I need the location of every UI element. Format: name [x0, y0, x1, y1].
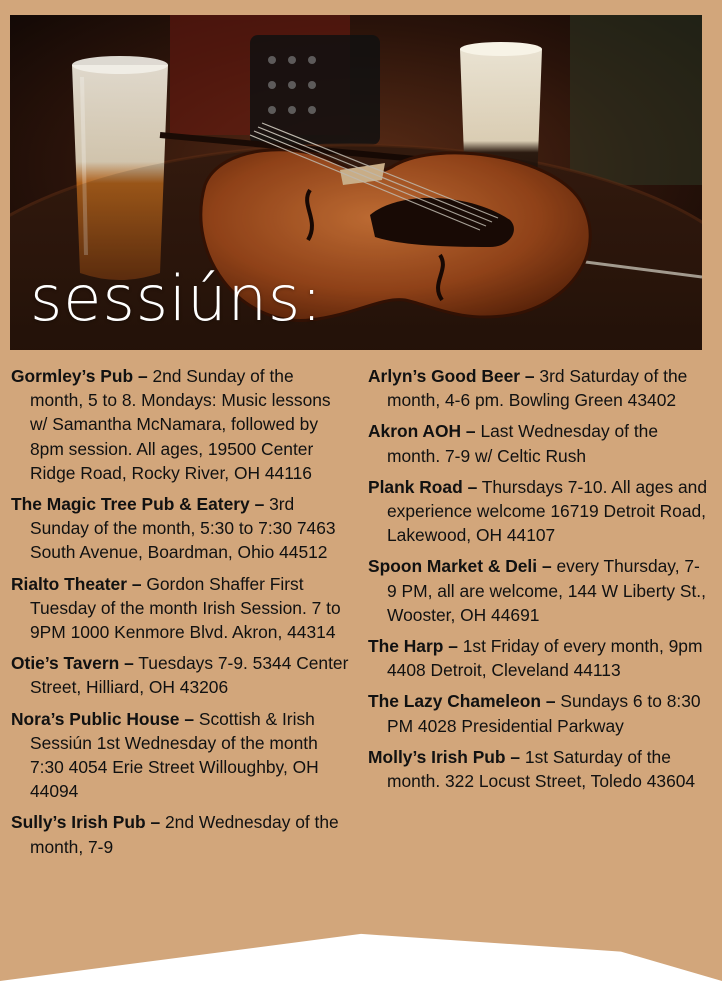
separator-dash: –	[510, 746, 521, 767]
separator-dash: –	[448, 636, 458, 657]
session-details: every Thursday, 7-9 PM, all are welcome, 144 W Liberty St., Wooster, OH 44691	[387, 556, 706, 625]
separator-dash: –	[254, 494, 265, 515]
session-entry	[368, 745, 708, 793]
venue-name: The Lazy Chameleon	[368, 691, 541, 712]
separator-dash: –	[467, 476, 478, 497]
venue-name: Nora’s Public House	[11, 708, 180, 729]
session-details: 2nd Sunday of the month, 5 to 8. Mondays: Music lessons w/ Samantha McNamara, followed by 8pm session. All ages, 19500 Center Ridge Road, Rocky River, OH 44116	[30, 366, 331, 483]
session-details: 2nd Wednesday of the month, 7-9	[30, 812, 339, 857]
session-details: Sundays 6 to 8:30 PM 4028 Presidential Parkway	[387, 691, 701, 736]
separator-dash: –	[524, 366, 535, 386]
session-entry	[368, 634, 708, 682]
venue-name: Otie’s Tavern	[11, 653, 120, 674]
left-column	[11, 364, 351, 866]
session-entry	[11, 492, 351, 565]
session-details: Thursdays 7-10. All ages and experience welcome 16719 Detroit Road, Lakewood, OH 44107	[387, 476, 708, 546]
separator-dash: –	[150, 812, 161, 833]
separator-dash: –	[545, 691, 556, 712]
venue-name: Molly’s Irish Pub	[368, 746, 506, 767]
venue-name: Akron AOH	[368, 421, 462, 442]
session-details: 3rd Sunday of the month, 5:30 to 7:30 7463 South Avenue, Boardman, Ohio 44512	[30, 494, 336, 563]
venue-name: The Harp	[368, 636, 444, 657]
venue-name: Spoon Market & Deli	[368, 556, 538, 577]
session-entry	[368, 364, 708, 412]
session-details: Last Wednesday of the month. 7-9 w/ Celtic Rush	[387, 421, 659, 466]
session-entry	[11, 810, 351, 858]
separator-dash: –	[124, 653, 134, 674]
session-entry	[11, 364, 351, 485]
separator-dash: –	[184, 708, 194, 729]
venue-name: Rialto Theater	[11, 573, 127, 594]
session-entry	[11, 707, 351, 804]
venue-name: Sully’s Irish Pub	[11, 812, 146, 833]
session-details: 1st Saturday of the month. 322 Locust Street, Toledo 43604	[387, 746, 696, 792]
page-title: sessiúns:	[30, 262, 324, 335]
venue-name: The Magic Tree Pub & Eatery	[11, 494, 250, 515]
venue-name: Plank Road	[368, 476, 463, 497]
separator-dash: –	[131, 573, 142, 594]
session-details: Scottish & Irish Sessiún 1st Wednesday of the month 7:30 4054 Erie Street Willoughby, OH 44094	[30, 708, 319, 802]
session-details: 3rd Saturday of the month, 4-6 pm. Bowling Green 43402	[387, 366, 688, 411]
right-column	[368, 364, 708, 800]
venue-name: Arlyn’s Good Beer	[368, 366, 521, 386]
session-entry	[368, 419, 708, 467]
session-entry	[368, 475, 708, 548]
separator-dash: –	[137, 366, 148, 386]
separator-dash: –	[465, 421, 476, 442]
session-details: Gordon Shaffer First Tuesday of the month Irish Session. 7 to 9PM 1000 Kenmore Blvd. Akron, 44314	[30, 573, 341, 643]
session-entry	[11, 651, 351, 699]
session-details: Tuesdays 7-9. 5344 Center Street, Hilliard, OH 43206	[30, 653, 349, 698]
venue-name: Gormley’s Pub	[11, 366, 134, 386]
separator-dash: –	[541, 556, 552, 577]
session-entry	[368, 554, 708, 627]
session-entry	[368, 689, 708, 737]
session-entry	[11, 572, 351, 645]
session-details: 1st Friday of every month, 9pm 4408 Detroit, Cleveland 44113	[387, 636, 703, 681]
